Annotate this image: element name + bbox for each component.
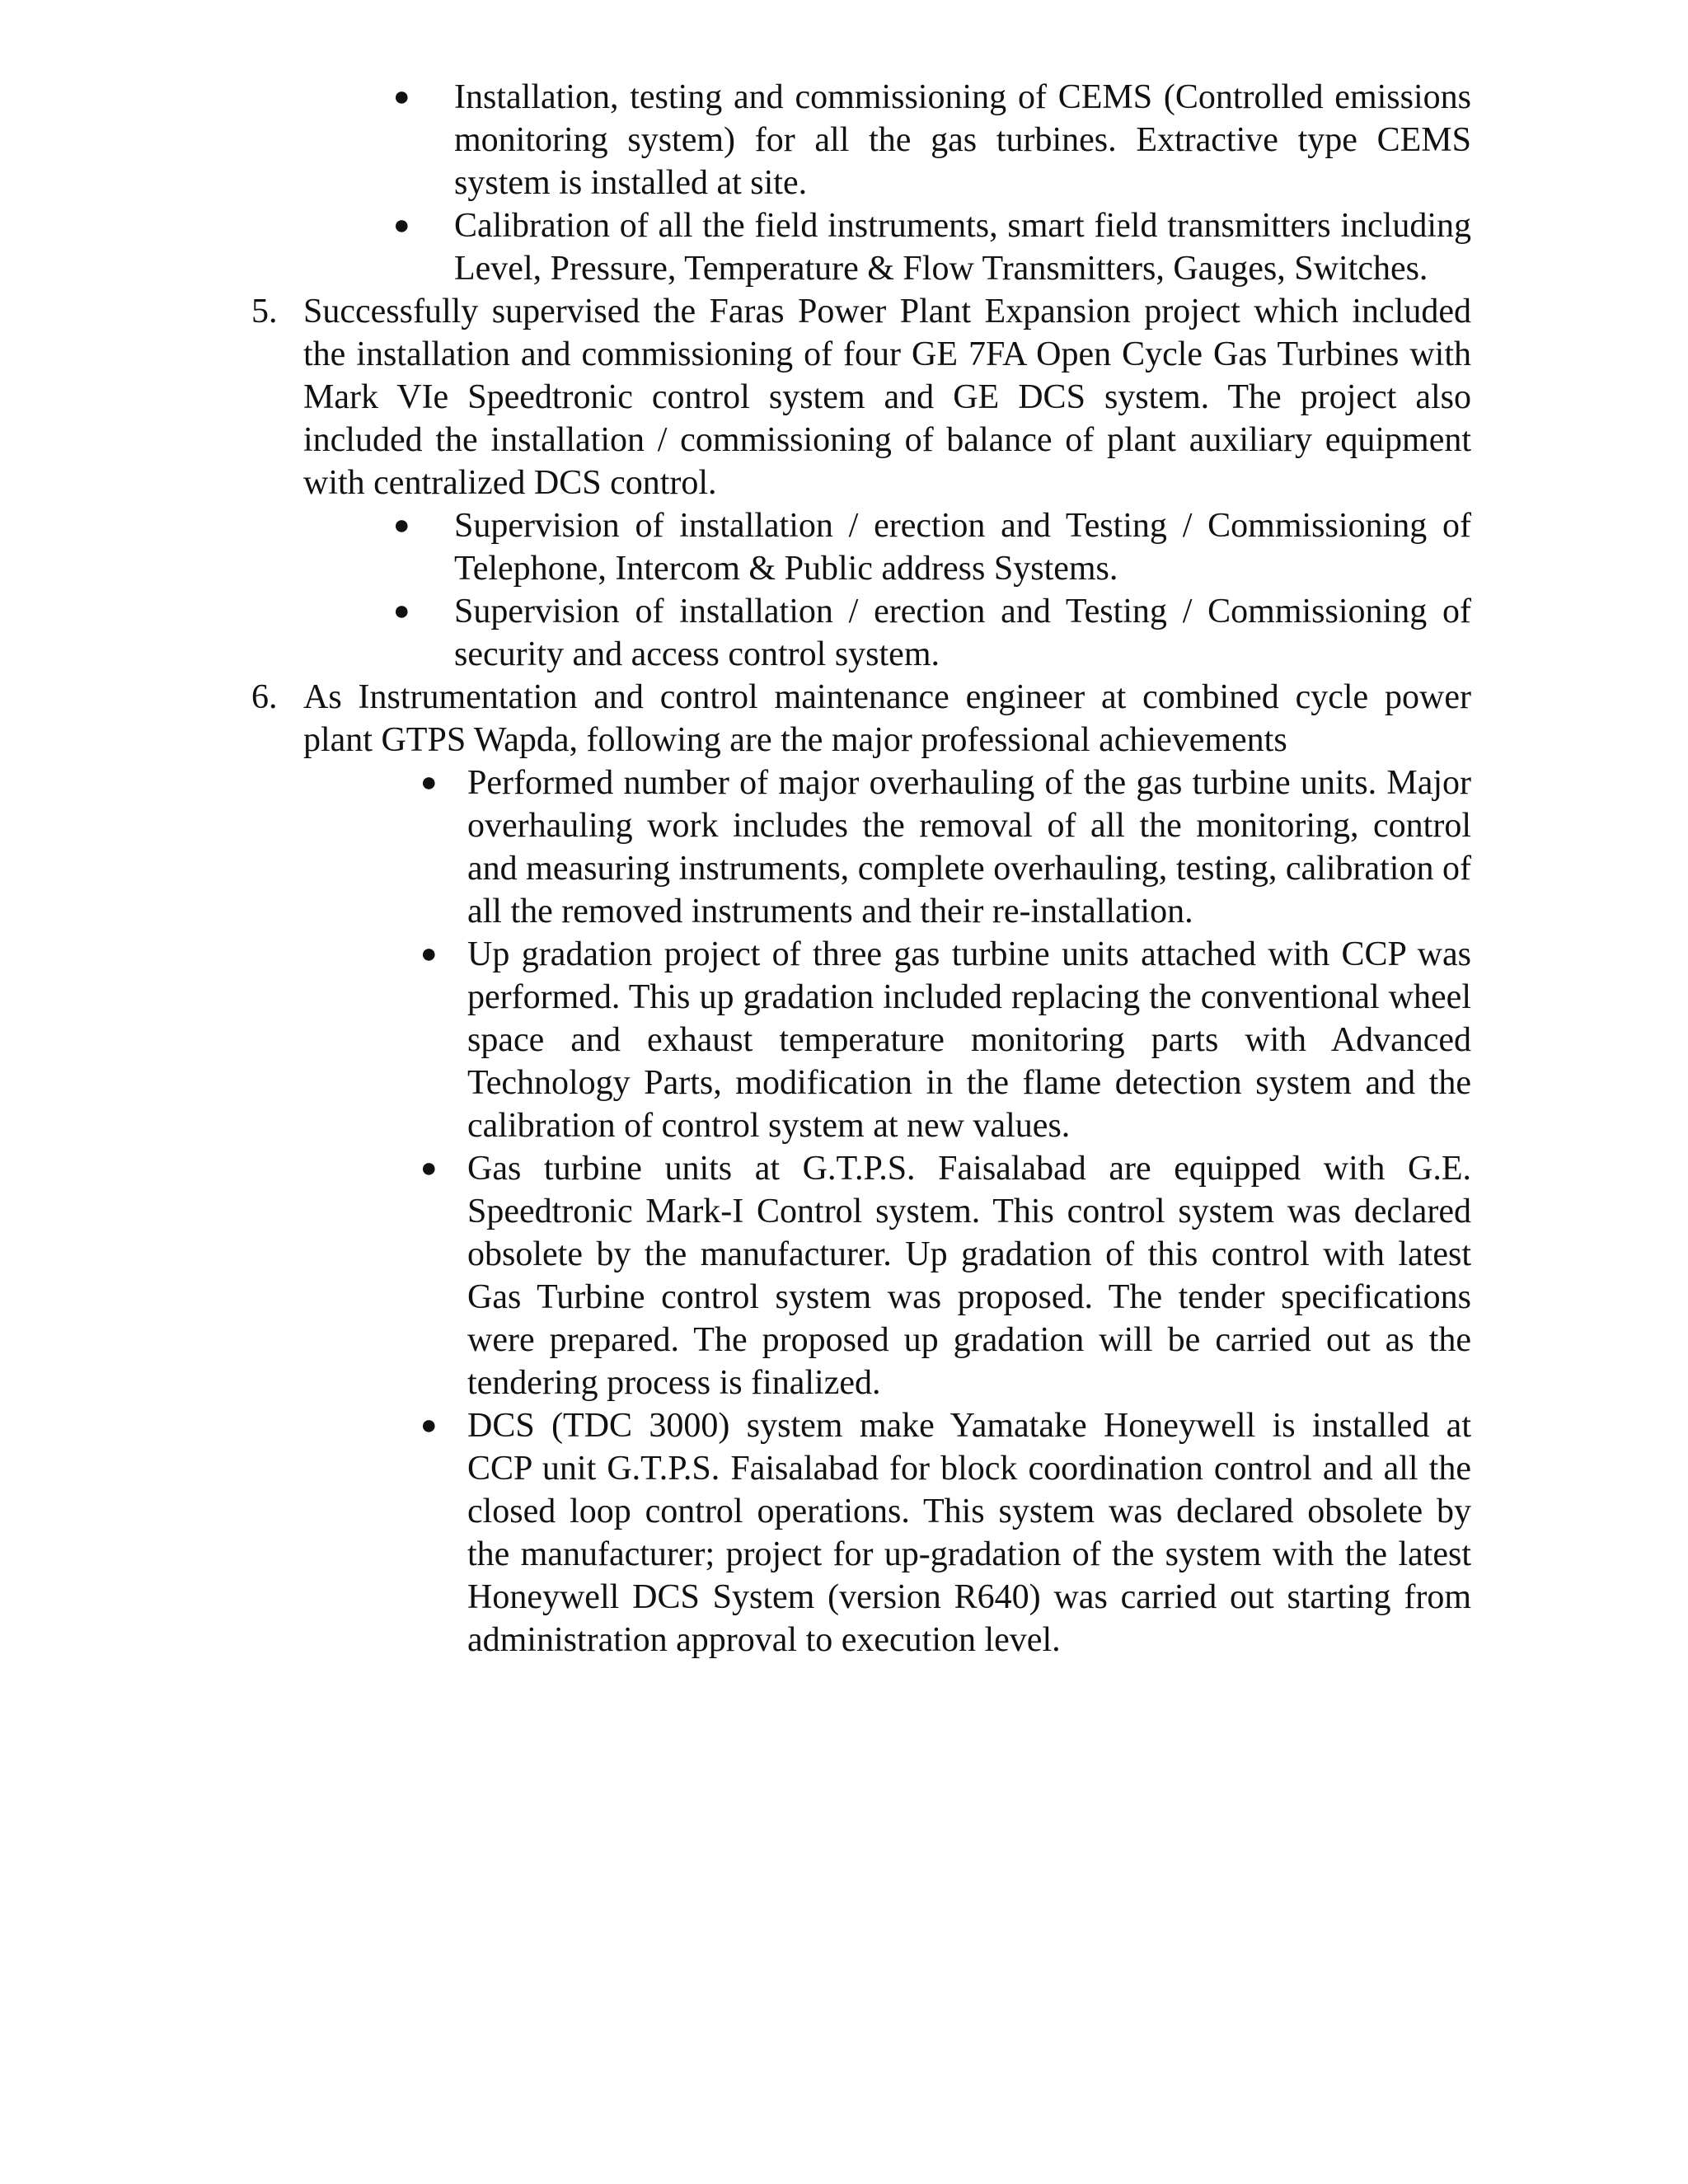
bullet-icon: ● — [420, 939, 438, 969]
bullet-text: Supervision of installation / erection and Testing / Commissioning of Telephone, Intercom & Public address Systems. — [454, 507, 1471, 588]
item-number: 5. — [251, 293, 278, 330]
list-item — [393, 590, 1471, 676]
bullet-text: Gas turbine units at G.T.P.S. Faisalabad are equipped with G.E. Speedtronic Mark-I Control system. This control system was declared obsolete by the manufacturer. Up gradation of this control with latest Gas Turbine control system was proposed. The tender specifications were prepared. The proposed up gradation will be carried out as the tendering process is finalized. — [467, 1150, 1471, 1402]
numbered-item-6 — [251, 676, 1471, 762]
list-item — [393, 204, 1471, 290]
bullet-icon: ● — [393, 82, 410, 112]
bullet-icon: ● — [393, 210, 410, 241]
item-number: 6. — [251, 678, 278, 716]
bullet-text: DCS (TDC 3000) system make Yamatake Honeywell is installed at CCP unit G.T.P.S. Faisalabad for block coordination control and all the closed loop control operations. This system was declared obsolete by the manufacturer; project for up-gradation of the system with the latest Honeywell DCS System (version R640) was carried out starting from administration approval to execution level. — [467, 1407, 1471, 1659]
numbered-item-5 — [251, 290, 1471, 504]
list-item — [420, 1147, 1471, 1404]
bullet-text: Performed number of major overhauling of the gas turbine units. Major overhauling work includes the removal of all the monitoring, control and measuring instruments, complete overhauling, testing, calibration of all the removed instruments and their re-installation. — [467, 764, 1471, 930]
bullet-icon: ● — [420, 1153, 438, 1183]
continued-bullet-list — [393, 76, 1471, 290]
list-item — [393, 504, 1471, 590]
bullet-icon: ● — [420, 767, 438, 798]
list-item — [420, 933, 1471, 1147]
bullet-text: Supervision of installation / erection and Testing / Commissioning of security and access control system. — [454, 593, 1471, 673]
list-item — [420, 1404, 1471, 1661]
list-item — [420, 762, 1471, 933]
bullet-icon: ● — [393, 596, 410, 626]
bullet-text: Installation, testing and commissioning of CEMS (Controlled emissions monitoring system) for all the gas turbines. Extractive type CEMS system is installed at site. — [454, 78, 1471, 202]
bullet-icon: ● — [420, 1410, 438, 1441]
bullet-text: Up gradation project of three gas turbine units attached with CCP was performed. This up gradation included replacing the conventional wheel space and exhaust temperature monitoring parts with Advanced Technology Parts, modification in the flame detection system and the calibration of control system at new values. — [467, 935, 1471, 1145]
bullet-icon: ● — [393, 510, 410, 541]
list-item — [393, 76, 1471, 204]
page-content — [251, 76, 1471, 1661]
item-6-bullet-list — [420, 762, 1471, 1661]
item-text: Successfully supervised the Faras Power Plant Expansion project which included the installation and commissioning of four GE 7FA Open Cycle Gas Turbines with Mark VIe Speedtronic control system and GE DCS system. The project also included the installation / commissioning of balance of plant auxiliary equipment with centralized DCS control. — [303, 293, 1471, 502]
bullet-text: Calibration of all the field instruments, smart field transmitters including Level, Pressure, Temperature & Flow Transmitters, Gauges, Switches. — [454, 207, 1471, 288]
item-text: As Instrumentation and control maintenance engineer at combined cycle power plant GTPS Wapda, following are the major professional achievements — [303, 678, 1471, 759]
item-5-bullet-list — [393, 504, 1471, 676]
